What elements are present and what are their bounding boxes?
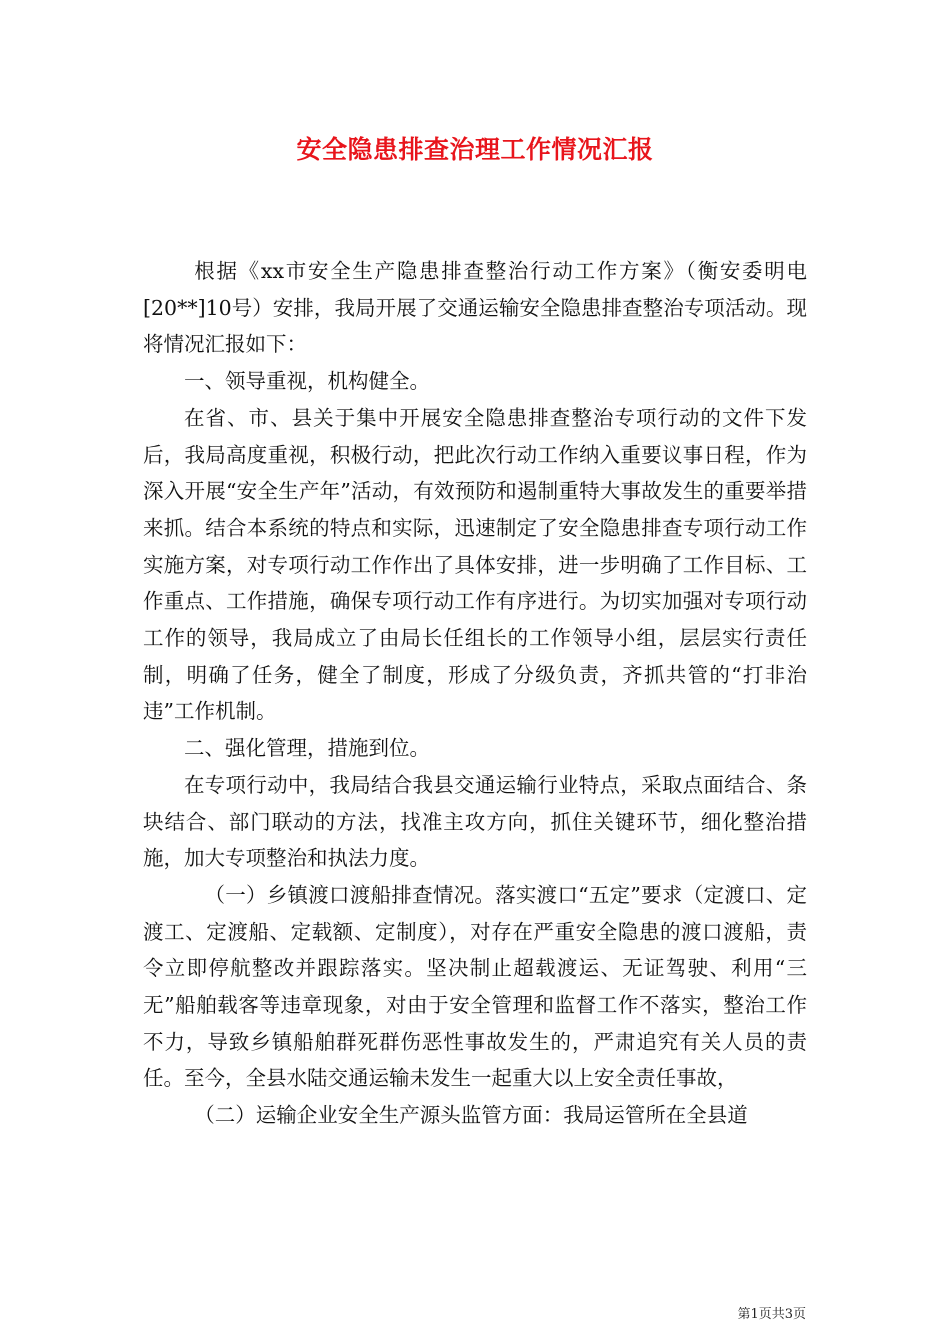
section-heading-1: 一、领导重视，机构健全。 [184,369,430,394]
page-number: 第1页共3页 [737,1307,806,1322]
paragraph-intro: 根据《xx市安全生产隐患排查整治行动工作方案》（衡安委明电[20**]10号）安排，我局开展了交通运输安全隐患排查整治专项活动。现将情况汇报如下： [143,259,807,357]
paragraph-management: 在专项行动中，我局结合我县交通运输行业特点，采取点面结合、条块结合、部门联动的方法，找准主攻方向，抓住关键环节，细化整治措施，加大专项整治和执法力度。 [143,772,807,871]
document-title: 安全隐患排查治理工作情况汇报 [296,135,654,164]
document-body [143,253,807,1134]
section-heading-2: 二、强化管理，措施到位。 [184,736,430,761]
paragraph-transport: （二）运输企业安全生产源头监管方面：我局运管所在全县道 [194,1103,748,1128]
paragraph-ferry: （一）乡镇渡口渡船排查情况。落实渡口“五定”要求（定渡口、定渡工、定渡船、定载额、定制度），对存在严重安全隐患的渡口渡船，责令立即停航整改并跟踪落实。坚决制止超载渡运、无证驾驶、利用“三无”船舶载客等违章现象，对由于安全管理和监督工作不落实，整治工作不力，导致乡镇船舶群死群伤恶性事故发生的，严肃追究有关人员的责任。至今，全县水陆交通运输未发生一起重大以上安全责任事故， [143,882,807,1091]
paragraph-leadership: 在省、市、县关于集中开展安全隐患排查整治专项行动的文件下发后，我局高度重视，积极行动，把此次行动工作纳入重要议事日程，作为深入开展“安全生产年”活动，有效预防和遏制重特大事故发生的重要举措来抓。结合本系统的特点和实际，迅速制定了安全隐患排查专项行动工作实施方案，对专项行动工作作出了具体安排，进一步明确了工作目标、工作重点、工作措施，确保专项行动工作有序进行。为切实加强对专项行动工作的领导，我局成立了由局长任组长的工作领导小组，层层实行责任制，明确了任务，健全了制度，形成了分级负责，齐抓共管的“打非治违”工作机制。 [143,405,807,724]
